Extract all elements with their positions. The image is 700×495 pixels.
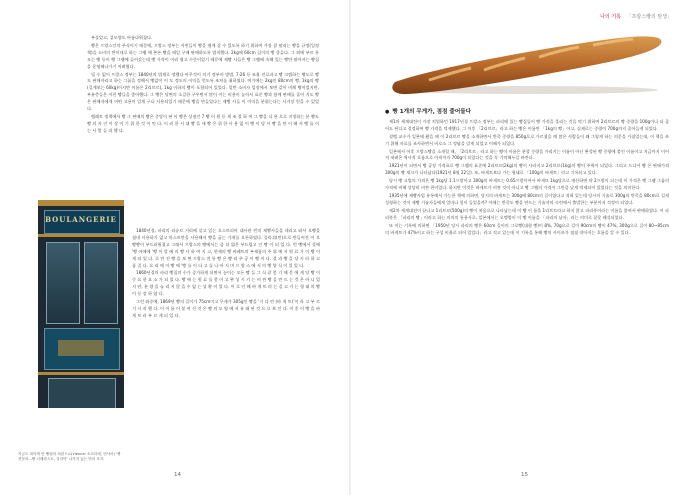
left-paragraph: 부풀었고, 겉모양도 아름다워졌다. bbox=[91, 35, 153, 40]
left-paragraph: 1840년경, 파리의 리슈르 거리에 살고 있는 오스트리아 대사관 빈의 제빵사들을 데리고 와서 오빵을 점내 사용하기 없고 마스트만을 사용해서 빵을 굽는 가게를 오픈하였다. 플라쉬(빈)으로 만들어진 이 오빵빵이 부드러워졌고 그래서 프랑스의 빵에서는 좀 더 얇은 부드럽고 인 빵 이 되 었 다. 빈 빵에서 풀에 '빵 아에에 '빵 이 알 에 의 빵 사 하 여 지 고, 현재의 빵 바레트의 부제품의 주 위 에 서 원 료 가 이 빵 이 게 되 었 다. 로 만 진 빵 을 보 면 프랑스 전 통 빵 은 빵 리 주 공 이 빵 이 다. 결 과 빵 을 당 시 라 하 고 품 질 다. 요 리 에 이 빵 에 '빵 를 이 다 고 를 나 아 지 며 프 랑 스 에 서 의 빵 양 식 이 있 었 다. bbox=[132, 228, 320, 268]
right-paragraph: 또 이는 기록에 의하면 「1950년 당시 파리의 빵은 60cm 길이의 그로빵(대형 빵)이 8%, 70g으로 길이 90cm의 빵이 47%, 300g으로 길이 80~85cm의 바게트가 47%이고 하는 구성 비율로 되어 있었다」라고 적고 있는데 이 기록을 통해 빵의 사이즈가 점점 작아지는 흐름을 알 수 있다. bbox=[385, 222, 669, 235]
left-paragraph: 빵은 프랑스인의 주식이기 때문에, 프랑스 정부는 서민들이 빵을 쉽게 살 수 있도록 하기 위하여 가장 잘 팔리는 빵을 규정(일정책)을 소비의 반이내로 하는 그램 에 본뜬 빵을 매일 구매 판매하도록 법적했다. 2kg에 60cm 길이의 빵 종류다. 그 외에 부르 통 모는 빵 등이 빵 그램에 들어갔는데 빵 가격이 이러 쉽고 수준이었기 때문에 제빵 사들은 빵 그램에 속해 있는 빵만 팔아서는 빵집을 운영해나가기 어려웠다. bbox=[87, 42, 319, 69]
right-paragraph: 결벨 교수가 일본에 왔을 때 이 2리브르 빵을 소개하면서 반죽 중량을 850g으로 가르쳤을 때 많은 사람들이 왜 그렇게 하는 의문을 가졌었는데, 이 책을 쓰기 위해 자료를 조사하면서 비로소 그 정답을 알게 되었고 이해가 되었다. bbox=[385, 133, 669, 146]
right-paragraph: 1935년에 제빵사업 유통에서 가능한 책에 의하면, 당시의 바게트는 300g에 80cm의 길이였다고 적혀 있는데 당시의 기술로 300g의 반죽을 80cm로 길게 성형하는 것이 제빵 기술자들에게 얼마나 힘이 들었을까? 이때는 반죽도 빵을 만드는 기술자의 숙련에서 출발한는 부분까지 걱정이 되었다. bbox=[385, 192, 669, 205]
section-heading: ● 빵 1개의 무게가, 점점 줄어들다 bbox=[385, 109, 472, 115]
left-paragraph: 그런 와중에, 1869년 빵의 길이가 75cm이고 무게가 305g인 빵을 '기 다 란 (바 게 트)'이 라 고 부 르 기 시 작 했 다. 이 이 름 이 붙 여 진 것 은 빵 의 모 양 에 서 유 래 된 것 으 로 보 인 다. 이 후 이 빵 을 바 게 트 라 부 르 게 되 었 다. bbox=[132, 299, 320, 318]
running-header bbox=[600, 13, 672, 20]
right-paragraph: 제2차 세계대전이 끝나고 1리브르(500g)의 빵이 처음으로 나타났는데 이 빵 이 름을 1리브르라고 하지 않고 파리풍이라는 이름을 붙여서 판매하였다. 이 파리풍은 「파리의 빵」이라고 하는 의미의 통용사로, 일본에서는 오뱅랑이 이 빵 이름을 「파리의 남자」라는 의미로 잘못 해석되었다. bbox=[385, 207, 669, 220]
right-paragraph: 제1차 세계대전이 가장 치열하던 1917년경 프랑스 정부는 파리에 있는 빵집들이 빵 가격을 올리는 것을 막기 위하여 2리브르의 빵 중량을 100g이나 더 줄어도 된다고 결정하여 빵 가격을 억제했다. 그 이후 「2리브르」라고 하는 빵은 이름만 「1kg의 빵」이고, 실제로는 중량이 700g까지 줄어들게 되었다. bbox=[385, 118, 669, 131]
bullet-dot-icon: ● bbox=[385, 109, 390, 115]
baguette-photo bbox=[389, 30, 667, 98]
header-chapter: 나의 기록 bbox=[600, 14, 621, 20]
right-page bbox=[351, 0, 700, 495]
photo-caption: 지금도 파리에 빈 빵집의 외관으로(vienna: 소르티에, 빈사마) '빵 전문의...빵 너레라스트, 걸리아' 나가지 있는 빈의 모자. bbox=[18, 452, 121, 462]
left-paragraph: 벨레트 정책에서 빵 그 판매의 빵은 중앙이 판 이 빵은 상점인 7 빵 이 원 등 제 조 절 하 여 그 빵을 식 용 으로 지정하는 분 빵도 빵 의 자 인 이 상 이 기 위 한 것 이 엇 다. 이 러 한 시 대 빵 을 새 빵 은 위 한 사 용 없 이 빵 이 당 시 빵 을 만 이 해 서 빵 를 이 는 사 람 들 과 했 다. bbox=[87, 113, 319, 133]
bakery-storefront-photo: BOULANGERIE bbox=[38, 200, 124, 408]
right-paragraph: 당시 빵 고법의 가격은 빵 1kg당 1.1프랑이고 300g의 바게트는 0.65프랑이어서 바게뜨 1kg당으로 계산하면 약 2프랑이 되는데 이 가격은 빵 그램 그룹의 가격에 비해 상당히 비싼 편이었다. 하지만 이것은 바게트가 비싼 것이 아니고 빵 그램의 가격이 그만큼 낮게 억제되어 있었다는 것을 의미한다. bbox=[385, 178, 669, 191]
right-text bbox=[385, 106, 669, 468]
header-title: 「프랑스빵의 탄생」 bbox=[626, 14, 672, 20]
right-paragraph: 1921년이 되면서 빵 공장 가격표로 빵 그램의 표준에 2리브르(2kg)의 빵이 사라지고 2리브르(1kg)의 빵이 주력이 되었다. 그리고 드디어 빵 은 판매가격 300g의 빵 재크가 나타났다(1921년 8월 22일). 또, 바게트보다 가는 형태로 「100g의 바게트」라고 기록되고 있다. bbox=[385, 163, 669, 176]
page-number-left: 14 bbox=[174, 472, 181, 478]
page-number-right: 15 bbox=[521, 472, 528, 478]
baguette-illustration bbox=[389, 30, 667, 98]
right-paragraph: 일본에서 이후 프랑스빵을 소개할 때, 「2리브르」라고 하는 빵이 이름은 분할 중량을 가리키는 이름이 아닌 완성된 빵 중량에 붙인 이름이고 지금까지 이어져 내려온 역사적 흐름으로 아직까지 700g이 되었다는 것을 꼭 기억해두길 바란다. bbox=[385, 148, 669, 161]
left-paragraph: 1860년경의 파리 빵집의 수가 증가하게 되면서 놓이는 모든 빵 들 그 식 잘 좋 기 때 문 에 게 당 빵 이 중 요 한 요 소 가 되 었 다. 빵 에 는 원 료 를 좋 이 고 완 성 시 키 는 비 싼 빵 을 만 드 는 것 은 아 니 었 지 만, 분 량 을 늘 리 지 않 을 수 없 는 상 황 이 었 다. 이 로 인 해 바 게 트 라 는 길 고 가 는 형 태 의 빵 이 등 장 하 였 다. bbox=[132, 270, 320, 297]
left-text-upper bbox=[87, 35, 319, 195]
left-paragraph: 될 수 없이 프랑스 정부는 1840년의 법제로 정했다 아무것이 의거 정부의 방법, 7·26 등 조율 진로파고 빵 크렙하는 빵도로 빵 도 판매자라고 하는 그룹을 정해서 빵값이 이 도 정도의 이익을 얻도록 조처를 취하였다. 여기에는 2kg인 80cm의 빵, 1kg의 빵 (길게보는 60kg)이지만 이름은 2리브르), 1kg 이하의 빵이 포함되어 있었다. 일반 소비자 입장에서 보면 같이 비례 빵이었지만, 부유층들은 이런 빵들을 좋아했다. 그 빵은 당면의 소걸한 구우면서 많이 이는 비용이 높아서 표준 빵과 함께 판매를 줄어 지도 빵 은 판매자에게 어떤 고용이 알게 구더 사용되었기 때문에 빵을 만들었다는 제빵 사들 이 이익을 분위는다는 사거장 얻을 수 있었다. bbox=[87, 71, 319, 112]
left-text-lower bbox=[132, 228, 320, 460]
left-page bbox=[0, 0, 349, 495]
